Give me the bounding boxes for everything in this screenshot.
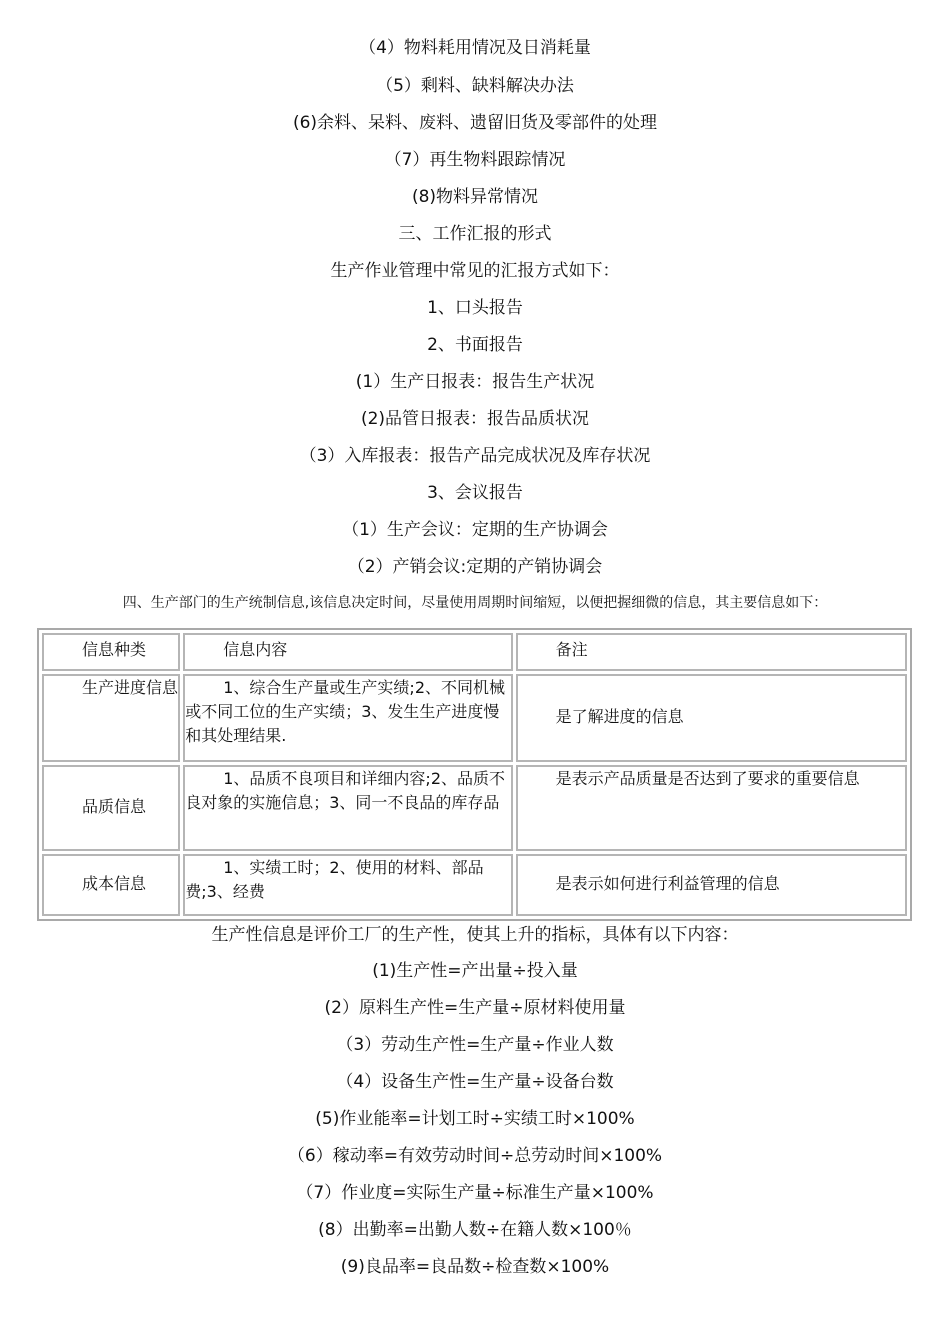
cell-content: 1、综合生产量或生产实绩;2、不同机械或不同工位的生产实绩；3、发生生产进度慢和其处理结果. xyxy=(183,674,512,762)
cell-note: 是了解进度的信息 xyxy=(516,674,907,762)
cell-type: 成本信息 xyxy=(42,854,180,916)
list-item-production-meeting: （1）生产会议：定期的生产协调会 xyxy=(342,520,608,540)
header-type: 信息种类 xyxy=(42,633,180,671)
cell-note: 是表示产品质量是否达到了要求的重要信息 xyxy=(516,765,907,851)
header-note: 备注 xyxy=(516,633,907,671)
cell-type: 品质信息 xyxy=(42,765,180,851)
formula-4: （4）设备生产性=生产量÷设备台数 xyxy=(336,1072,614,1092)
formula-5: (5)作业能率=计划工时÷实绩工时×100% xyxy=(315,1109,635,1129)
table-row xyxy=(42,854,907,916)
formula-2: (2）原料生产性=生产量÷原材料使用量 xyxy=(324,998,626,1018)
list-item-meeting-report: 3、会议报告 xyxy=(427,483,523,503)
cell-note: 是表示如何进行利益管理的信息 xyxy=(516,854,907,916)
formula-8: (8）出勤率=出勤人数÷在籍人数×100％ xyxy=(318,1220,632,1240)
list-line-8: (8)物料异常情况 xyxy=(411,187,539,207)
paragraph-productivity: 生产性信息是评价工厂的生产性，使其上升的指标，具体有以下内容： xyxy=(211,925,739,945)
list-item-sales-meeting: （2）产销会议:定期的产销协调会 xyxy=(347,557,603,577)
table-row xyxy=(42,765,907,851)
formula-7: （7）作业度=实际生产量÷标准生产量×100% xyxy=(296,1183,654,1203)
formula-3: （3）劳动生产性=生产量÷作业人数 xyxy=(336,1035,614,1055)
list-line-6: (6)余料、呆料、废料、遗留旧货及零部件的处理 xyxy=(292,113,658,133)
formula-1: (1)生产性=产出量÷投入量 xyxy=(372,961,578,981)
list-line-5: （5）剩料、缺料解决办法 xyxy=(376,76,574,96)
section-4-intro: 四、生产部门的生产统制信息,该信息决定时间，尽量使用周期时间缩短，以便把握细微的信息，其主要信息如下： xyxy=(122,595,828,611)
list-item-written-report: 2、书面报告 xyxy=(427,335,523,355)
formula-6: （6）稼动率=有效劳动时间÷总劳动时间×100% xyxy=(287,1146,663,1166)
cell-type: 生产进度信息 xyxy=(42,674,180,762)
cell-content: 1、品质不良项目和详细内容;2、品质不良对象的实施信息；3、同一不良品的库存品 xyxy=(183,765,512,851)
paragraph-report-methods: 生产作业管理中常见的汇报方式如下： xyxy=(330,261,620,281)
formula-9: (9)良品率=良品数÷检查数×100% xyxy=(340,1257,610,1277)
info-table xyxy=(37,628,912,921)
section-heading-3: 三、工作汇报的形式 xyxy=(398,224,552,244)
header-content: 信息内容 xyxy=(183,633,512,671)
list-item-warehouse-report: （3）入库报表：报告产品完成状况及库存状况 xyxy=(299,446,651,466)
list-line-7: （7）再生物料跟踪情况 xyxy=(384,150,566,170)
list-item-oral-report: 1、口头报告 xyxy=(427,298,523,318)
cell-content: 1、实绩工时；2、使用的材料、部品费;3、经费 xyxy=(183,854,512,916)
table-row xyxy=(42,674,907,762)
list-item-daily-production: (1）生产日报表：报告生产状况 xyxy=(355,372,595,392)
list-line-4: （4）物料耗用情况及日消耗量 xyxy=(359,38,591,58)
list-item-quality-daily: (2)品管日报表：报告品质状况 xyxy=(360,409,590,429)
table-header-row xyxy=(42,633,907,671)
